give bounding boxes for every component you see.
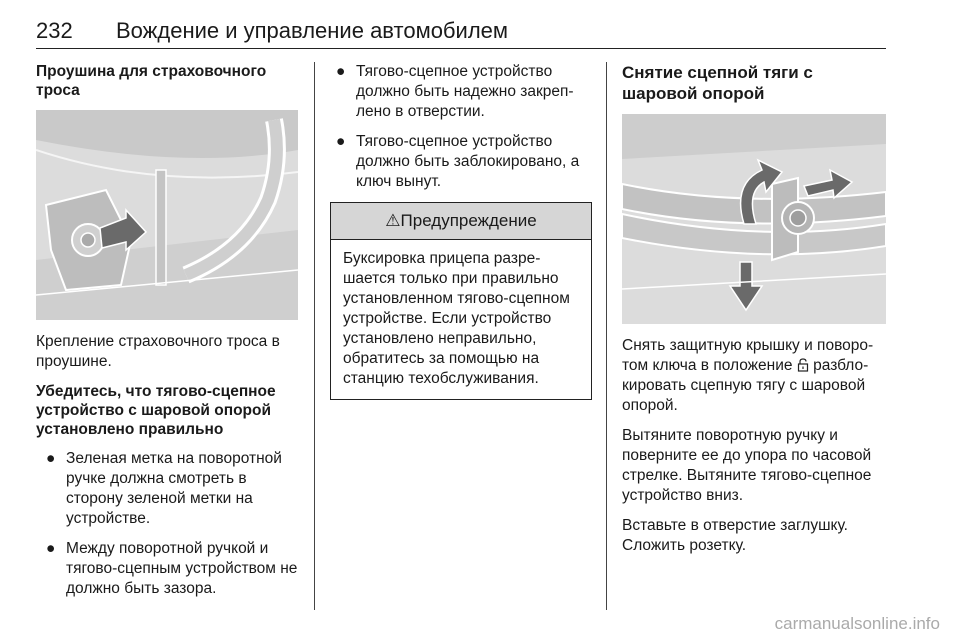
header-rule (36, 48, 886, 49)
page-number: 232 (36, 18, 73, 43)
tow-eye-illustration (36, 110, 298, 320)
list-item: ● Тягово-сцепное устройство должно быть надежно закреп-лено в отверстии. (336, 63, 574, 120)
warning-header (331, 203, 591, 240)
bullet-icon: ● (336, 63, 346, 80)
column-middle (330, 62, 592, 400)
removal-step-1: Снять защитную крышку и поворо-том ключа в положение разбло-кировать сцепную тягу с шаровой опорой. (622, 337, 874, 414)
requirement-bullet-list (330, 62, 592, 192)
list-item: ● Зеленая метка на поворотной ручке должна смотреть в сторону зеленой метки на устройстве. (46, 450, 282, 527)
page-title: Вождение и управление автомобилем (116, 18, 509, 43)
tow-bar-drawing (622, 114, 886, 324)
removal-step-3: Вставьте в отверстие заглушку. Сложить розетку. (622, 517, 848, 554)
watermark: carmanualsonline.info (774, 614, 940, 633)
section-heading-tow-eye: Проушина для страховочного троса (36, 63, 267, 99)
column-right (622, 62, 886, 566)
warning-title: Предупреждение (400, 211, 537, 230)
removal-step-2: Вытяните поворотную ручку и поверните ее до упора по часовой стрелке. Вытяните тягово-сцепное устройство вниз. (622, 427, 872, 504)
list-item: ● Между поворотной ручкой и тягово-сцепным устройством не должно быть зазора. (46, 540, 298, 597)
column-divider (606, 62, 607, 610)
check-bullet-list (36, 449, 298, 599)
page-header (36, 18, 886, 52)
warning-text: Буксировка прицепа разре-шается только при правильно установленном тягово-сцепном устройстве. Если устройство установлено неправильно, обратитесь за помощью на станцию техобслуживания. (343, 250, 570, 387)
section-heading-removal: Снятие сцепной тяги с шаровой опорой (622, 63, 813, 103)
warning-box (330, 202, 592, 400)
bullet-icon: ● (46, 450, 56, 467)
warning-triangle-icon: ⚠ (385, 211, 401, 230)
tow-eye-drawing (36, 110, 298, 320)
figure-caption: Крепление страховочного троса в проушине. (36, 333, 280, 370)
column-left (36, 62, 298, 609)
bullet-icon: ● (46, 540, 56, 557)
list-item: ● Тягово-сцепное устройство должно быть заблокировано, а ключ вынут. (336, 133, 580, 190)
tow-bar-removal-illustration (622, 114, 886, 324)
section-subheading-check: Убедитесь, что тягово-сцепное устройство с шаровой опорой установлено правильно (36, 383, 276, 438)
unlock-icon (797, 358, 809, 372)
column-divider (314, 62, 315, 610)
bullet-icon: ● (336, 133, 346, 150)
